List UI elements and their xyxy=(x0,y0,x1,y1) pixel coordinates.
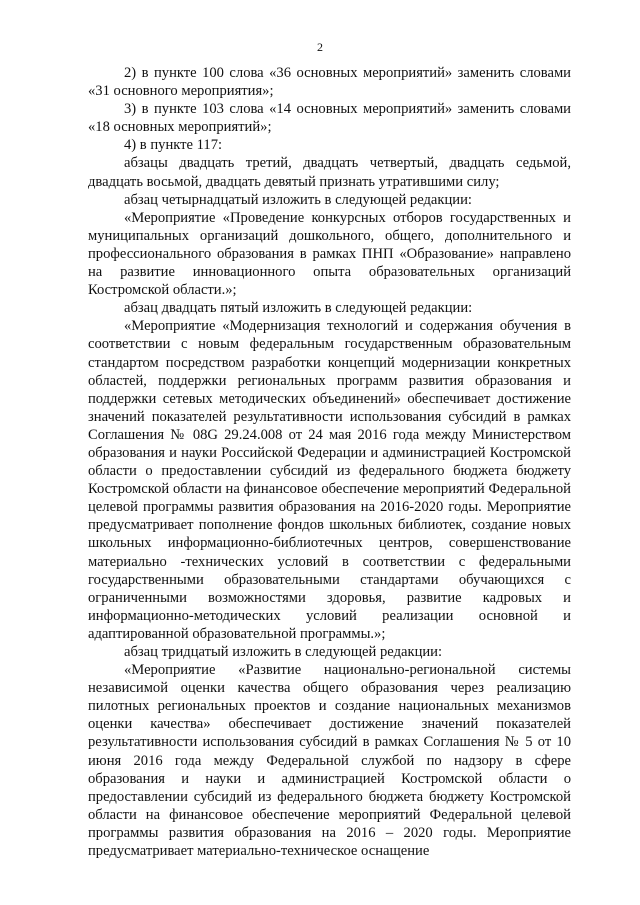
paragraph-25-intro: абзац двадцать пятый изложить в следующей редакции: xyxy=(124,300,473,317)
paragraph-14-intro: абзац четырнадцатый изложить в следующей редакции: xyxy=(124,191,472,208)
paragraph-14-text: «Мероприятие «Проведение конкурсных отборов государственных и муниципальных организаций дошкольного, общего, дополнительного и профессионального образования в рамках ПНП «Образование» направлено на развитие инновационного опыта образовательных организаций Костромской области.»; xyxy=(88,209,571,299)
paragraph-30-text: «Мероприятие «Развитие национально-региональной системы независимой оценки качества общего образования через реализацию пилотных региональных проектов и создание национальных механизмов оценки качества» обеспечивает достижение значений показателей результативности использования субсидий в рамках Соглашения № 5 от 10 июня 2016 года между Федеральной службой по надзору в сфере образования и науки и администрацией Костромской области о предоставлении субсидий из федерального бюджета бюджету Костромской области на финансовое обеспечение мероприятий Федеральной целевой программы развития образования на 2016 – 2020 годы. Мероприятие предусматривает материально-техническое оснащение xyxy=(88,662,571,860)
paragraph-30-intro: абзац тридцатый изложить в следующей редакции: xyxy=(124,644,443,660)
paragraph-25-text: «Мероприятие «Модернизация технологий и содержания обучения в соответствии с новым федеральным государственным образовательным стандартом посредством разработки концепций модернизации конкретных областей, поддержки региональных программ развития образования и поддержки сетевых методических объединений» обеспечивает достижение значений показателей результативности использования субсидий в рамках Соглашения № 08G 29.24.008 от 24 мая 2016 года между Министерством образования и науки Российской Федерации и администрацией Костромской области о предоставлении субсидий из федерального бюджета бюджету Костромской области на финансовое обеспечение мероприятий Федеральной целевой программы развития образования на 2016-2020 годы. Мероприятие предусматривает пополнение фондов школьных библиотек, создание новых школьных информационно-библиотечных центров, совершенствование материально -технических условий в соответствии с федеральными государственными образовательными стандартами обучающихся с ограниченными возможностями здоровья, развитие кадровых и информационно-методических условий реализации основной и адаптированной образовательной программы.»; xyxy=(88,318,571,642)
paragraph-item-2: 2) в пункте 100 слова «36 основных мероприятий» заменить словами «31 основного мероприятия»; xyxy=(88,65,571,100)
document-body xyxy=(88,64,571,860)
paragraph-item-3: 3) в пункте 103 слова «14 основных мероприятий» заменить словами «18 основных мероприятий»; xyxy=(88,101,571,136)
page-number: 2 xyxy=(317,40,323,54)
paragraph-item-4: 4) в пункте 117: xyxy=(124,137,223,154)
paragraph-invalidated-paragraphs: абзацы двадцать третий, двадцать четвертый, двадцать седьмой, двадцать восьмой, двадцать девятый признать утратившими силу; xyxy=(88,155,571,190)
